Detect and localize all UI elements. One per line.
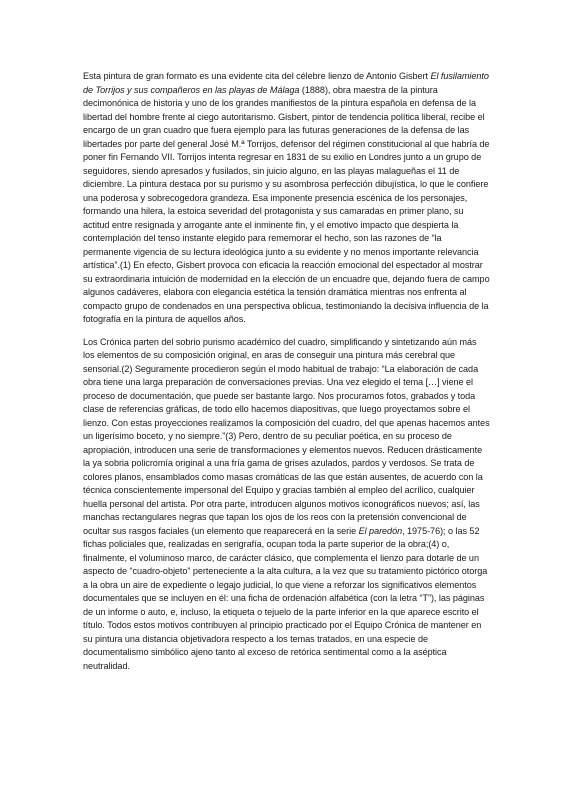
paragraph-2-text-1: Los Crónica parten del sobrio purismo académico del cuadro, simplificando y sintetizando aún más los elementos de su composición original, en aras de conseguir una pintura más cerebral que sensorial.(2) Seguramente procedieron según el modo habitual de trabajo: “La elaboración de cada obra tiene una larga preparación de conversaciones previas. Una vez elegido el tema […] viene el proceso de documentación, que puede ser bastante largo. Nos procuramos fotos, grabados y toda clase de referencias gráficas, de todo ello hacemos diapositivas, que luego proyectamos sobre el lienzo. Con estas proyecciones realizamos la composición del cuadro, del que apenas hacemos antes un ligerísimo boceto, y no siempre.”(3) Pero, dentro de su peculiar poética, en su proceso de apropiación, introducen una serie de transformaciones y elementos nuevos. Reducen drásticamente la ya sobria policromía original a una fría gama de grises azulados, pardos y verdosos. Se trata de colores planos, ensamblados como masas cromáticas de las que están ausentes, de acuerdo con la técnica conscientemente impersonal del Equipo y gracias también al empleo del acrílico, cualquier huella personal del artista. Por otra parte, introducen algunos motivos iconográficos nuevos; así, las manchas rectangulares negras que tapan los ojos de los reos con la pretensión convencional de ocultar sus rasgos faciales (un elemento que reaparecerá en la serie bbox=[83, 336, 490, 536]
paragraph-1 bbox=[83, 70, 490, 327]
series-title-el-paredon: El paredón bbox=[358, 525, 403, 536]
document-page bbox=[83, 70, 490, 682]
paragraph-2-text-2: , 1975-76); o las 52 fichas policiales que, realizadas en serigrafía, ocupan toda la parte superior de la obra;(4) o, finalmente, el voluminoso marco, de carácter clásico, que complementa el lienzo para dotarle de un aspecto de “cuadro-objeto” perteneciente a la alta cultura, a la vez que su tratamiento pictórico otorga a la obra un aire de expediente o legajo judicial, lo que viene a reforzar los significativos elementos documentales que se incluyen en él: una ficha de ordenación alfabética (con la letra “T”), las páginas de un informe o auto, e, incluso, la etiqueta o tejuelo de la parte inferior en la que aparece escrito el título. Todos estos motivos contribuyen al principio practicado por el Equipo Crónica de mantener en su pintura una distancia objetivadora respecto a los temas tratados, en una especie de documentalismo simbólico ajeno tanto al exceso de retórica sentimental como a la aséptica neutralidad. bbox=[83, 525, 488, 671]
paragraph-2 bbox=[83, 336, 490, 674]
paragraph-1-text-1: Esta pintura de gran formato es una evidente cita del célebre lienzo de Antonio Gisbert bbox=[83, 71, 431, 81]
painting-title-torrijos: El fusilamiento de Torrijos y sus compañeros en las playas de Málaga bbox=[83, 71, 489, 95]
paragraph-1-text-2: (1888), obra maestra de la pintura decimonónica de historia y uno de los grandes manifiestos de la pintura española en defensa de la libertad del hombre frente al ciego autoritarismo. Gisbert, pintor de tendencia política liberal, recibe el encargo de un gran cuadro que fuera ejemplo para las futuras generaciones de la defensa de las libertades por parte del general José M.ª Torrijos, defensor del régimen constitucional al que habría de poner fin Fernando VII. Torrijos intenta regresar en 1831 de su exilio en Londres junto a un grupo de seguidores, siendo apresados y fusilados, sin juicio alguno, en las playas malagueñas el 11 de diciembre. La pintura destaca por su purismo y su asombrosa perfección dibujística, lo que le confiere una poderosa y sobrecogedora grandeza. Esa imponente presencia escénica de los personajes, formando una hilera, la estoica severidad del protagonista y sus camaradas en primer plano, su actitud entre resignada y arrogante ante el inminente fin, y el emotivo impacto que despierta la contemplación del tenso instante elegido para rememorar el hecho, son las razones de “la permanente vigencia de su lectura ideológica junto a su evidente y no menos importante relevancia artística”.(1) En efecto, Gisbert provoca con eficacia la reacción emocional del espectador al mostrar su extraordinaria intuición de modernidad en la elección de un encuadre que, dejando fuera de campo algunos cadáveres, elabora con elegancia estética la tensión dramática mientras nos enfrenta al compacto grupo de condenados en una perspectiva oblicua, testimoniando la decisiva influencia de la fotografía en la pintura de aquellos años. bbox=[83, 84, 490, 324]
